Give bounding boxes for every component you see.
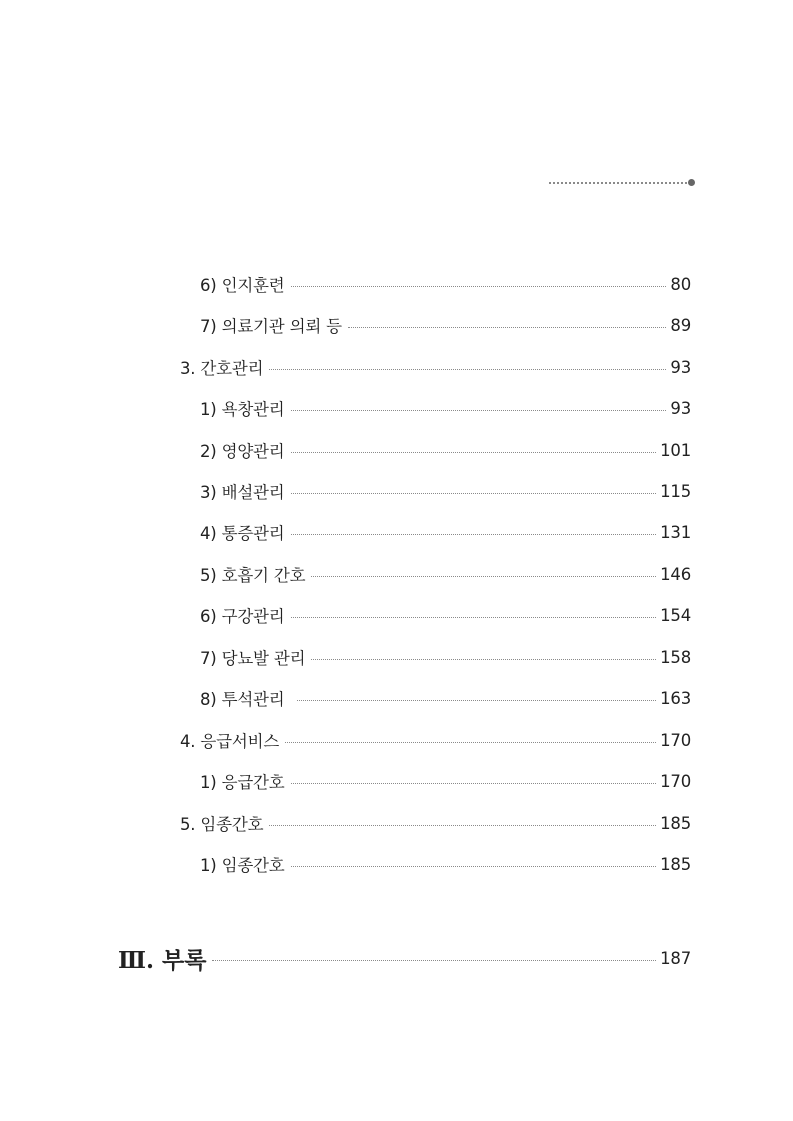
toc-section-page: 93: [670, 357, 691, 377]
dot-leader: [212, 960, 656, 961]
toc-section-title: 4. 응급서비스: [180, 732, 280, 751]
dot-leader: [291, 866, 657, 867]
toc-entry: [200, 478, 691, 504]
toc-section-title: 5. 임종간호: [180, 815, 264, 834]
toc-entry: [200, 602, 691, 628]
toc-entry: [200, 768, 691, 794]
toc-entry: [200, 644, 691, 670]
header-dotted-rule: [549, 178, 695, 188]
toc-entry: [200, 437, 691, 463]
toc-section: [180, 727, 691, 753]
toc-entry-title: 7) 의료기관 의뢰 등: [200, 317, 342, 336]
dot-leader: [291, 617, 657, 618]
toc-entry-page: 185: [660, 854, 691, 874]
toc-entry-page: 101: [660, 440, 691, 460]
toc-section: [180, 354, 691, 380]
dotted-line: [549, 182, 687, 184]
toc-entry-title: 1) 응급간호: [200, 773, 285, 792]
dot-leader: [285, 742, 656, 743]
dot-leader: [291, 534, 657, 535]
dot-leader: [291, 410, 667, 411]
dot-leader: [311, 576, 656, 577]
toc-entry-page: 163: [660, 688, 691, 708]
toc-entry: [200, 312, 691, 338]
toc-entry: [200, 271, 691, 297]
toc-entry-page: 170: [660, 771, 691, 791]
toc-entry: [200, 561, 691, 587]
toc-entry-title: 4) 통증관리: [200, 524, 285, 543]
dot-leader: [297, 700, 657, 701]
toc-entry-title: 6) 인지훈련: [200, 276, 285, 295]
dot-leader: [269, 825, 656, 826]
toc-entry-page: 89: [670, 315, 691, 335]
toc-entry-page: 131: [660, 522, 691, 542]
toc-entry: [200, 685, 691, 711]
bullet-dot-icon: [688, 179, 695, 186]
dot-leader: [348, 327, 667, 328]
toc-entry-page: 80: [670, 274, 691, 294]
toc-entry-title: 7) 당뇨발 관리: [200, 649, 306, 668]
dot-leader: [291, 286, 667, 287]
dot-leader: [311, 659, 656, 660]
toc-entry-title: 1) 욕창관리: [200, 400, 285, 419]
toc-entry: [200, 851, 691, 877]
dot-leader: [291, 452, 657, 453]
toc-entry-title: 2) 영양관리: [200, 442, 285, 461]
toc-entry-page: 93: [670, 398, 691, 418]
toc-chapter-title: Ⅲ. 부록: [118, 946, 207, 974]
toc-entry-page: 158: [660, 647, 691, 667]
dot-leader: [269, 369, 666, 370]
toc-entry-title: 1) 임종간호: [200, 856, 285, 875]
toc-entry-title: 8) 투석관리: [200, 690, 285, 709]
toc-entry-title: 5) 호흡기 간호: [200, 566, 306, 585]
toc-entry-page: 115: [660, 481, 691, 501]
dot-leader: [291, 783, 657, 784]
toc-chapter: [118, 941, 691, 975]
toc-entry-page: 154: [660, 605, 691, 625]
toc-chapter-page: 187: [660, 948, 691, 968]
toc-section-page: 185: [660, 813, 691, 833]
toc-entry-title: 6) 구강관리: [200, 607, 285, 626]
dot-leader: [291, 493, 657, 494]
toc-section-page: 170: [660, 730, 691, 750]
toc-entry: [200, 519, 691, 545]
toc-entry-title: 3) 배설관리: [200, 483, 285, 502]
toc-section-title: 3. 간호관리: [180, 359, 264, 378]
toc-entry-page: 146: [660, 564, 691, 584]
toc-entry: [200, 395, 691, 421]
toc-section: [180, 810, 691, 836]
